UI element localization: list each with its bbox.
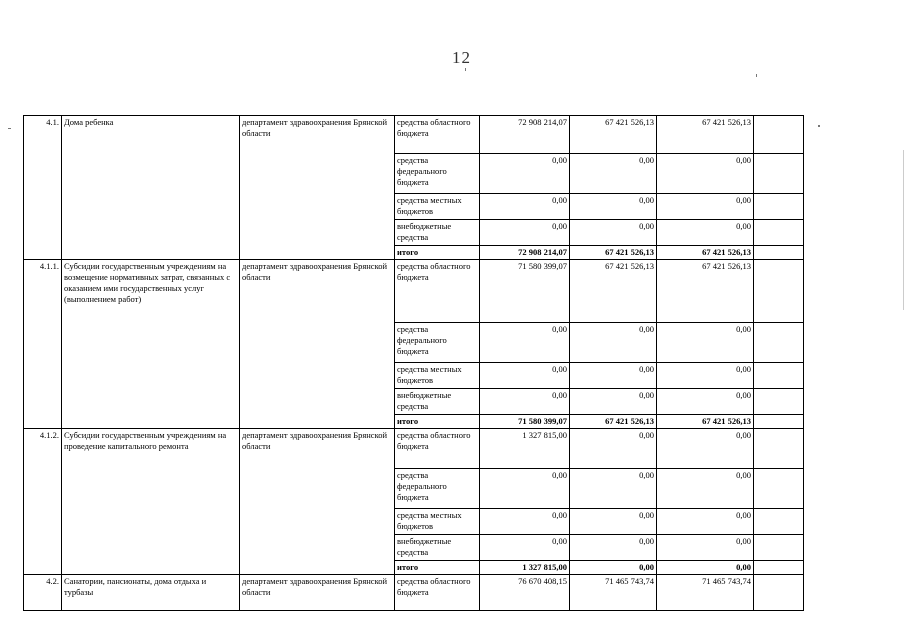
funding-source: средства федерального бюджета xyxy=(395,154,480,194)
amount-cell: 0,00 xyxy=(570,560,657,574)
funding-source: средства местных бюджетов xyxy=(395,508,480,534)
table-row xyxy=(24,574,804,610)
scan-speck xyxy=(8,128,11,129)
amount-cell: 72 908 214,07 xyxy=(480,246,570,260)
scan-speck xyxy=(818,125,820,127)
amount-cell: 0,00 xyxy=(657,428,754,468)
amount-cell: 0,00 xyxy=(657,560,754,574)
empty-cell xyxy=(754,220,804,246)
amount-cell: 1 327 815,00 xyxy=(480,560,570,574)
amount-cell: 71 580 399,07 xyxy=(480,414,570,428)
amount-cell: 67 421 526,13 xyxy=(570,259,657,322)
amount-cell: 67 421 526,13 xyxy=(657,259,754,322)
amount-cell: 0,00 xyxy=(480,508,570,534)
amount-cell: 71 580 399,07 xyxy=(480,259,570,322)
amount-cell: 0,00 xyxy=(480,534,570,560)
page-number: 12 xyxy=(452,48,471,67)
empty-cell xyxy=(754,574,804,610)
amount-cell: 0,00 xyxy=(480,362,570,388)
row-department: департамент здравоохранения Брянской области xyxy=(240,116,395,260)
empty-cell xyxy=(754,428,804,468)
empty-cell xyxy=(754,322,804,362)
funding-source: итого xyxy=(395,414,480,428)
empty-cell xyxy=(754,468,804,508)
amount-cell: 0,00 xyxy=(657,362,754,388)
amount-cell: 71 465 743,74 xyxy=(657,574,754,610)
amount-cell: 0,00 xyxy=(657,322,754,362)
empty-cell xyxy=(754,388,804,414)
empty-cell xyxy=(754,154,804,194)
amount-cell: 0,00 xyxy=(480,468,570,508)
amount-cell: 0,00 xyxy=(480,154,570,194)
amount-cell: 0,00 xyxy=(570,322,657,362)
funding-source: средства областного бюджета xyxy=(395,428,480,468)
empty-cell xyxy=(754,194,804,220)
amount-cell: 76 670 408,15 xyxy=(480,574,570,610)
funding-source: средства областного бюджета xyxy=(395,574,480,610)
row-code: 4.1. xyxy=(24,116,62,260)
amount-cell: 0,00 xyxy=(657,220,754,246)
funding-source: средства федерального бюджета xyxy=(395,468,480,508)
row-name: Субсидии государственным учреждениям на проведение капитального ремонта xyxy=(62,428,240,574)
table-row xyxy=(24,259,804,322)
empty-cell xyxy=(754,508,804,534)
funding-source: средства местных бюджетов xyxy=(395,362,480,388)
empty-cell xyxy=(754,362,804,388)
row-department: департамент здравоохранения Брянской области xyxy=(240,574,395,610)
funding-source: внебюджетные средства xyxy=(395,534,480,560)
amount-cell: 0,00 xyxy=(657,508,754,534)
amount-cell: 0,00 xyxy=(657,154,754,194)
amount-cell: 0,00 xyxy=(570,388,657,414)
funding-source: средства федерального бюджета xyxy=(395,322,480,362)
amount-cell: 1 327 815,00 xyxy=(480,428,570,468)
amount-cell: 0,00 xyxy=(570,362,657,388)
funding-source: итого xyxy=(395,560,480,574)
row-name: Санатории, пансионаты, дома отдыха и турбазы xyxy=(62,574,240,610)
funding-source: итого xyxy=(395,246,480,260)
row-code: 4.1.1. xyxy=(24,259,62,428)
funding-source: средства местных бюджетов xyxy=(395,194,480,220)
amount-cell: 0,00 xyxy=(657,468,754,508)
amount-cell: 0,00 xyxy=(570,468,657,508)
amount-cell: 67 421 526,13 xyxy=(570,116,657,154)
amount-cell: 67 421 526,13 xyxy=(657,246,754,260)
scan-speck xyxy=(465,68,466,71)
row-code: 4.1.2. xyxy=(24,428,62,574)
empty-cell xyxy=(754,116,804,154)
empty-cell xyxy=(754,534,804,560)
amount-cell: 0,00 xyxy=(570,508,657,534)
row-code: 4.2. xyxy=(24,574,62,610)
scan-edge xyxy=(903,150,904,310)
amount-cell: 0,00 xyxy=(570,220,657,246)
funding-source: внебюджетные средства xyxy=(395,220,480,246)
row-department: департамент здравоохранения Брянской области xyxy=(240,428,395,574)
amount-cell: 72 908 214,07 xyxy=(480,116,570,154)
amount-cell: 0,00 xyxy=(480,388,570,414)
amount-cell: 67 421 526,13 xyxy=(570,414,657,428)
empty-cell xyxy=(754,259,804,322)
amount-cell: 0,00 xyxy=(657,534,754,560)
amount-cell: 0,00 xyxy=(570,154,657,194)
budget-table xyxy=(23,115,804,611)
row-department: департамент здравоохранения Брянской области xyxy=(240,259,395,428)
amount-cell: 0,00 xyxy=(570,194,657,220)
row-name: Дома ребенка xyxy=(62,116,240,260)
empty-cell xyxy=(754,414,804,428)
funding-source: средства областного бюджета xyxy=(395,259,480,322)
amount-cell: 0,00 xyxy=(657,194,754,220)
table-row xyxy=(24,116,804,154)
amount-cell: 0,00 xyxy=(480,194,570,220)
empty-cell xyxy=(754,246,804,260)
scan-speck xyxy=(756,74,757,77)
amount-cell: 0,00 xyxy=(570,428,657,468)
funding-source: средства областного бюджета xyxy=(395,116,480,154)
table-row xyxy=(24,428,804,468)
amount-cell: 0,00 xyxy=(480,220,570,246)
amount-cell: 0,00 xyxy=(480,322,570,362)
amount-cell: 67 421 526,13 xyxy=(657,116,754,154)
empty-cell xyxy=(754,560,804,574)
amount-cell: 67 421 526,13 xyxy=(570,246,657,260)
amount-cell: 67 421 526,13 xyxy=(657,414,754,428)
amount-cell: 0,00 xyxy=(570,534,657,560)
amount-cell: 0,00 xyxy=(657,388,754,414)
amount-cell: 71 465 743,74 xyxy=(570,574,657,610)
funding-source: внебюджетные средства xyxy=(395,388,480,414)
row-name: Субсидии государственным учреждениям на возмещение нормативных затрат, связанных с оказанием ими государственных услуг (выполнением работ) xyxy=(62,259,240,428)
